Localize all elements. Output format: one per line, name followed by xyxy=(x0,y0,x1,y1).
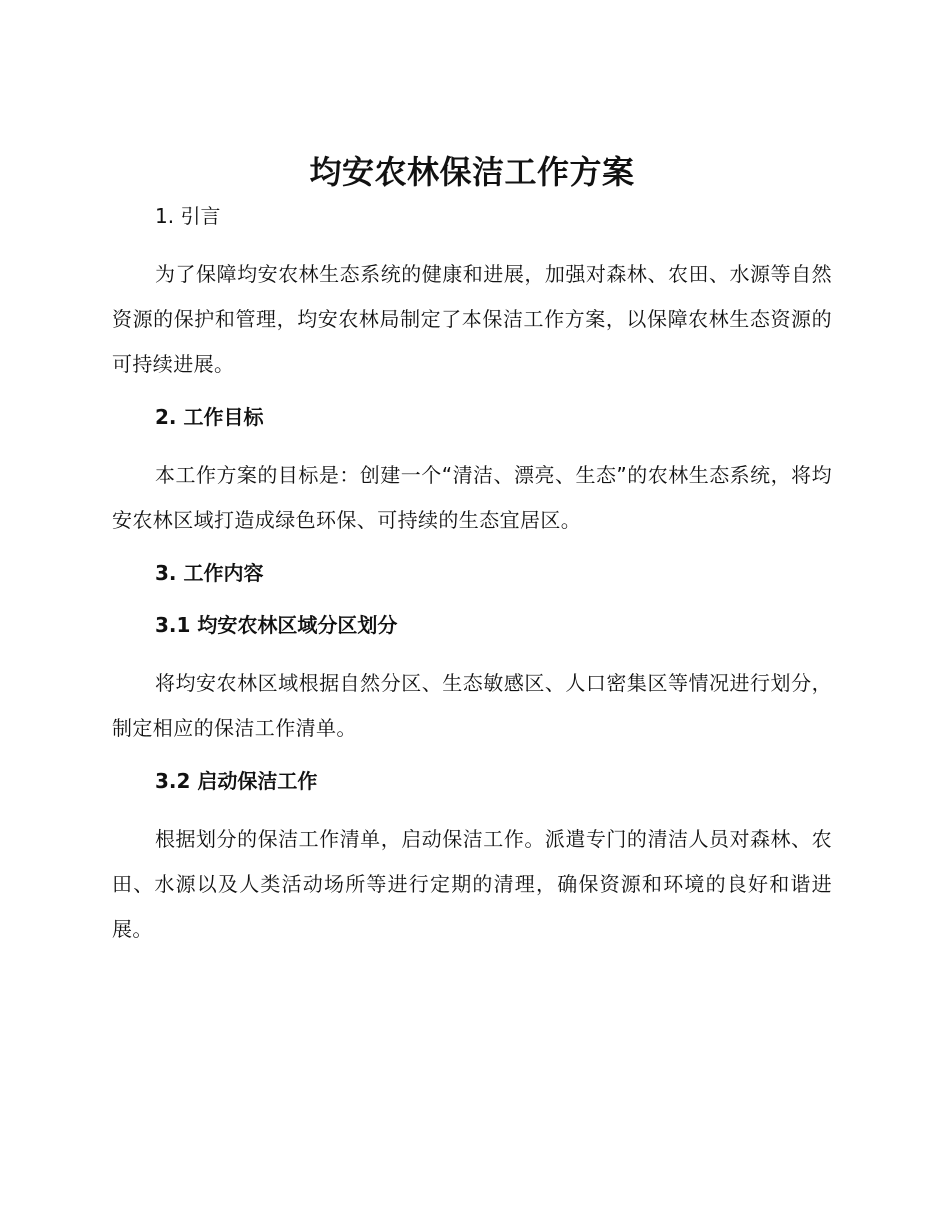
subsection-paragraph-start-cleaning: 根据划分的保洁工作清单，启动保洁工作。派遣专门的清洁人员对森林、农田、水源以及人类活动场所等进行定期的清理，确保资源和环境的良好和谐进展。 xyxy=(112,827,832,941)
section-paragraph-goals: 本工作方案的目标是：创建一个“清洁、漂亮、生态”的农林生态系统，将均安农林区域打造成绿色环保、可持续的生态宜居区。 xyxy=(112,463,832,532)
section-heading-goals: 2. 工作目标 xyxy=(155,405,264,429)
subsection-paragraph-zoning: 将均安农林区域根据自然分区、生态敏感区、人口密集区等情况进行划分，制定相应的保洁工作清单。 xyxy=(112,671,832,740)
document-title: 均安农林保洁工作方案 xyxy=(309,153,635,191)
document-body xyxy=(112,150,832,966)
subsection-heading-zoning: 3.1 均安农林区域分区划分 xyxy=(155,613,398,637)
section-paragraph-introduction: 为了保障均安农林生态系统的健康和进展，加强对森林、农田、水源等自然资源的保护和管理，均安农林局制定了本保洁工作方案，以保障农林生态资源的可持续进展。 xyxy=(112,262,832,376)
subsection-heading-start-cleaning: 3.2 启动保洁工作 xyxy=(155,769,318,793)
section-heading-work-content: 3. 工作内容 xyxy=(155,561,264,585)
section-heading-introduction: 1. 引言 xyxy=(155,204,221,228)
